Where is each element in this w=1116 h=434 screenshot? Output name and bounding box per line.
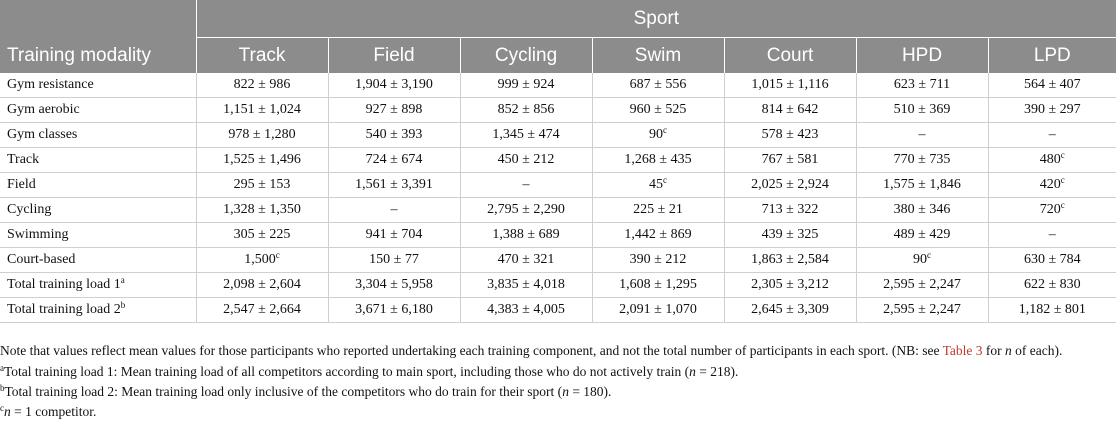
table-cell xyxy=(724,148,856,173)
table-cell xyxy=(196,273,328,298)
cell-value: 390 ± 297 xyxy=(1023,102,1081,117)
footnote-main-mid: for xyxy=(982,343,1005,358)
footnote-b-text: Total training load 2: Mean training load only inclusive of the competitors who do train for their sport ( xyxy=(4,384,563,399)
table-cell xyxy=(856,223,988,248)
row-label xyxy=(0,73,196,98)
cell-value: – xyxy=(918,127,926,142)
footnote-marker: c xyxy=(663,175,667,185)
table-cell xyxy=(856,123,988,148)
training-modality-header: Training modality xyxy=(0,0,196,73)
table-cell xyxy=(196,173,328,198)
table-3-link[interactable]: Table 3 xyxy=(942,343,983,358)
table-cell xyxy=(724,98,856,123)
cell-value: 1,442 ± 869 xyxy=(624,227,692,242)
cell-value: 999 ± 924 xyxy=(497,77,555,92)
footnote-marker: c xyxy=(927,250,931,260)
column-header-lpd: LPD xyxy=(988,38,1116,74)
footnote-c-end: = 1 competitor. xyxy=(10,404,97,419)
cell-value: 390 ± 212 xyxy=(629,252,687,267)
row-label-text: Gym aerobic xyxy=(7,102,80,117)
table-cell xyxy=(592,248,724,273)
cell-value: 720 xyxy=(1039,202,1061,217)
cell-value: 622 ± 830 xyxy=(1023,277,1081,292)
cell-value: 2,595 ± 2,247 xyxy=(883,302,961,317)
sport-group-header: Sport xyxy=(196,0,1116,38)
cell-value: 3,671 ± 6,180 xyxy=(355,302,433,317)
cell-value: 1,268 ± 435 xyxy=(624,152,692,167)
cell-value: 960 ± 525 xyxy=(629,102,687,117)
table-cell xyxy=(592,98,724,123)
table-cell xyxy=(196,298,328,323)
footnote-a-end: = 218). xyxy=(695,364,739,379)
table-cell xyxy=(196,223,328,248)
table-cell xyxy=(724,173,856,198)
table-cell xyxy=(856,148,988,173)
cell-value: 480 xyxy=(1039,152,1061,167)
cell-value: 687 ± 556 xyxy=(629,77,687,92)
footnote-a-marker: a xyxy=(0,363,4,373)
cell-value: 305 ± 225 xyxy=(233,227,291,242)
table-cell xyxy=(856,173,988,198)
table-cell xyxy=(460,248,592,273)
footnote-a xyxy=(0,363,1112,380)
row-label xyxy=(0,98,196,123)
footnote-c xyxy=(0,403,1112,420)
table-cell xyxy=(988,173,1116,198)
table-cell xyxy=(592,198,724,223)
cell-value: 822 ± 986 xyxy=(233,77,291,92)
table-cell xyxy=(856,273,988,298)
table-cell xyxy=(856,298,988,323)
table-cell xyxy=(196,198,328,223)
cell-value: 1,561 ± 3,391 xyxy=(355,177,433,192)
cell-value: 623 ± 711 xyxy=(893,77,951,92)
row-label xyxy=(0,298,196,323)
table-cell xyxy=(988,98,1116,123)
column-header-hpd: HPD xyxy=(856,38,988,74)
cell-value: 3,304 ± 5,958 xyxy=(355,277,433,292)
table-row xyxy=(0,98,1116,123)
cell-value: 295 ± 153 xyxy=(233,177,291,192)
row-label-text: Court-based xyxy=(7,252,76,267)
cell-value: 1,182 ± 801 xyxy=(1018,302,1086,317)
cell-value: 225 ± 21 xyxy=(633,202,683,217)
table-cell xyxy=(988,248,1116,273)
footnote-main-end: of each). xyxy=(1011,343,1063,358)
table-cell xyxy=(724,123,856,148)
cell-value: – xyxy=(390,202,398,217)
cell-value: 90 xyxy=(649,127,663,142)
table-cell xyxy=(460,73,592,98)
cell-value: 2,305 ± 3,212 xyxy=(751,277,829,292)
table-row xyxy=(0,173,1116,198)
footnote-marker: b xyxy=(120,300,126,310)
table-cell xyxy=(592,173,724,198)
table-cell xyxy=(988,273,1116,298)
table-cell xyxy=(328,273,460,298)
cell-value: 489 ± 429 xyxy=(893,227,951,242)
table-cell xyxy=(724,223,856,248)
table-cell xyxy=(196,248,328,273)
table-cell xyxy=(460,98,592,123)
row-label-text: Field xyxy=(7,177,36,192)
cell-value: 2,645 ± 3,309 xyxy=(751,302,829,317)
table-row xyxy=(0,298,1116,323)
row-label xyxy=(0,273,196,298)
table-cell xyxy=(856,73,988,98)
cell-value: 713 ± 322 xyxy=(761,202,819,217)
cell-value: 2,098 ± 2,604 xyxy=(223,277,301,292)
row-label-text: Swimming xyxy=(7,227,69,242)
cell-value: 927 ± 898 xyxy=(365,102,423,117)
table-cell xyxy=(988,73,1116,98)
table-cell xyxy=(724,298,856,323)
table-cell xyxy=(328,223,460,248)
table-cell xyxy=(328,298,460,323)
cell-value: 767 ± 581 xyxy=(761,152,819,167)
row-label-text: Cycling xyxy=(7,202,52,217)
column-header-court: Court xyxy=(724,38,856,74)
table-cell xyxy=(328,148,460,173)
cell-value: 420 xyxy=(1039,177,1061,192)
cell-value: 814 ± 642 xyxy=(761,102,819,117)
cell-value: 2,091 ± 1,070 xyxy=(619,302,697,317)
table-body xyxy=(0,73,1116,323)
table-row xyxy=(0,73,1116,98)
footnote-a-n: n xyxy=(689,364,696,379)
footnote-marker: c xyxy=(275,250,280,260)
footnote-marker: a xyxy=(120,275,125,285)
cell-value: 439 ± 325 xyxy=(761,227,819,242)
cell-value: – xyxy=(1048,127,1056,142)
table-cell xyxy=(460,298,592,323)
cell-value: 978 ± 1,280 xyxy=(228,127,296,142)
table-cell xyxy=(328,123,460,148)
footnote-b xyxy=(0,383,1112,400)
cell-value: 1,328 ± 1,350 xyxy=(223,202,301,217)
table-cell xyxy=(460,148,592,173)
table-cell xyxy=(856,98,988,123)
cell-value: 1,015 ± 1,116 xyxy=(751,77,829,92)
cell-value: 150 ± 77 xyxy=(369,252,419,267)
table-cell xyxy=(724,273,856,298)
row-label xyxy=(0,123,196,148)
cell-value: 1,575 ± 1,846 xyxy=(883,177,961,192)
row-label-text: Track xyxy=(7,152,40,167)
cell-value: 4,383 ± 4,005 xyxy=(487,302,565,317)
table-cell xyxy=(196,98,328,123)
cell-value: 770 ± 735 xyxy=(893,152,951,167)
table-cell xyxy=(328,73,460,98)
cell-value: 2,025 ± 2,924 xyxy=(751,177,829,192)
table-cell xyxy=(460,223,592,248)
table-row xyxy=(0,123,1116,148)
column-header-swim: Swim xyxy=(592,38,724,74)
footnote-c-marker: c xyxy=(0,403,4,413)
cell-value: 380 ± 346 xyxy=(893,202,951,217)
cell-value: 540 ± 393 xyxy=(365,127,423,142)
row-label xyxy=(0,148,196,173)
table-cell xyxy=(592,273,724,298)
cell-value: 578 ± 423 xyxy=(761,127,819,142)
cell-value: 450 ± 212 xyxy=(497,152,555,167)
table-cell xyxy=(592,298,724,323)
table-cell xyxy=(856,198,988,223)
cell-value: 564 ± 407 xyxy=(1023,77,1081,92)
table-cell xyxy=(592,123,724,148)
cell-value: 2,795 ± 2,290 xyxy=(487,202,565,217)
table-cell xyxy=(988,298,1116,323)
footnote-main-n: n xyxy=(1005,343,1012,358)
cell-value: 2,595 ± 2,247 xyxy=(883,277,961,292)
footnote-b-end: = 180). xyxy=(568,384,612,399)
table-row xyxy=(0,273,1116,298)
table-cell xyxy=(592,223,724,248)
table-row xyxy=(0,248,1116,273)
row-label-text: Gym resistance xyxy=(7,77,94,92)
cell-value: 1,904 ± 3,190 xyxy=(355,77,433,92)
cell-value: 1,863 ± 2,584 xyxy=(751,252,829,267)
cell-value: – xyxy=(522,177,530,192)
cell-value: 3,835 ± 4,018 xyxy=(487,277,565,292)
row-label-text: Total training load 2 xyxy=(7,302,121,317)
footnote-b-n: n xyxy=(562,384,569,399)
table-row xyxy=(0,148,1116,173)
row-label-text: Total training load 1 xyxy=(7,277,121,292)
row-label xyxy=(0,248,196,273)
table-cell xyxy=(460,198,592,223)
column-header-field: Field xyxy=(328,38,460,74)
table-cell xyxy=(460,173,592,198)
footnote-a-text: Total training load 1: Mean training load of all competitors according to main sport, including those who do not actively train ( xyxy=(4,364,690,379)
cell-value: 724 ± 674 xyxy=(365,152,423,167)
cell-value: 1,500 xyxy=(244,252,276,267)
cell-value: 630 ± 784 xyxy=(1023,252,1081,267)
row-label xyxy=(0,198,196,223)
table-cell xyxy=(856,248,988,273)
table-cell xyxy=(988,123,1116,148)
table-cell xyxy=(196,123,328,148)
row-label xyxy=(0,173,196,198)
column-header-track: Track xyxy=(196,38,328,74)
footnote-c-n: n xyxy=(4,404,11,419)
cell-value: – xyxy=(1048,227,1056,242)
table-row xyxy=(0,198,1116,223)
table-cell xyxy=(988,198,1116,223)
table-cell xyxy=(328,98,460,123)
table-cell xyxy=(328,198,460,223)
cell-value: 470 ± 321 xyxy=(497,252,555,267)
footnote-marker: c xyxy=(1060,175,1065,185)
table-cell xyxy=(592,73,724,98)
table-cell xyxy=(988,148,1116,173)
cell-value: 510 ± 369 xyxy=(893,102,951,117)
cell-value: 941 ± 704 xyxy=(365,227,423,242)
cell-value: 2,547 ± 2,664 xyxy=(223,302,301,317)
footnote-marker: c xyxy=(1060,200,1065,210)
cell-value: 1,151 ± 1,024 xyxy=(223,102,301,117)
footnote-marker: c xyxy=(663,125,667,135)
table-row xyxy=(0,223,1116,248)
table-cell xyxy=(196,73,328,98)
cell-value: 1,525 ± 1,496 xyxy=(223,152,301,167)
table-cell xyxy=(988,223,1116,248)
footnote-b-marker: b xyxy=(0,383,5,393)
table-cell xyxy=(592,148,724,173)
footnote-main-text: Note that values reflect mean values for those participants who reported undertaking each training component, and not the total number of participants in each sport. (NB: see xyxy=(0,343,943,358)
table-cell xyxy=(724,198,856,223)
table-cell xyxy=(724,73,856,98)
cell-value: 1,388 ± 689 xyxy=(492,227,560,242)
footnote-marker: c xyxy=(1060,150,1065,160)
table-cell xyxy=(724,248,856,273)
cell-value: 90 xyxy=(913,252,927,267)
table-cell xyxy=(328,173,460,198)
footnote-main xyxy=(0,342,1112,359)
cell-value: 45 xyxy=(649,177,663,192)
cell-value: 1,608 ± 1,295 xyxy=(619,277,697,292)
cell-value: 1,345 ± 474 xyxy=(492,127,560,142)
row-label-text: Gym classes xyxy=(7,127,78,142)
column-header-cycling: Cycling xyxy=(460,38,592,74)
table-footnotes xyxy=(0,342,1112,423)
table-cell xyxy=(328,248,460,273)
cell-value: 852 ± 856 xyxy=(497,102,555,117)
row-label xyxy=(0,223,196,248)
table-cell xyxy=(196,148,328,173)
table-cell xyxy=(460,273,592,298)
table-cell xyxy=(460,123,592,148)
